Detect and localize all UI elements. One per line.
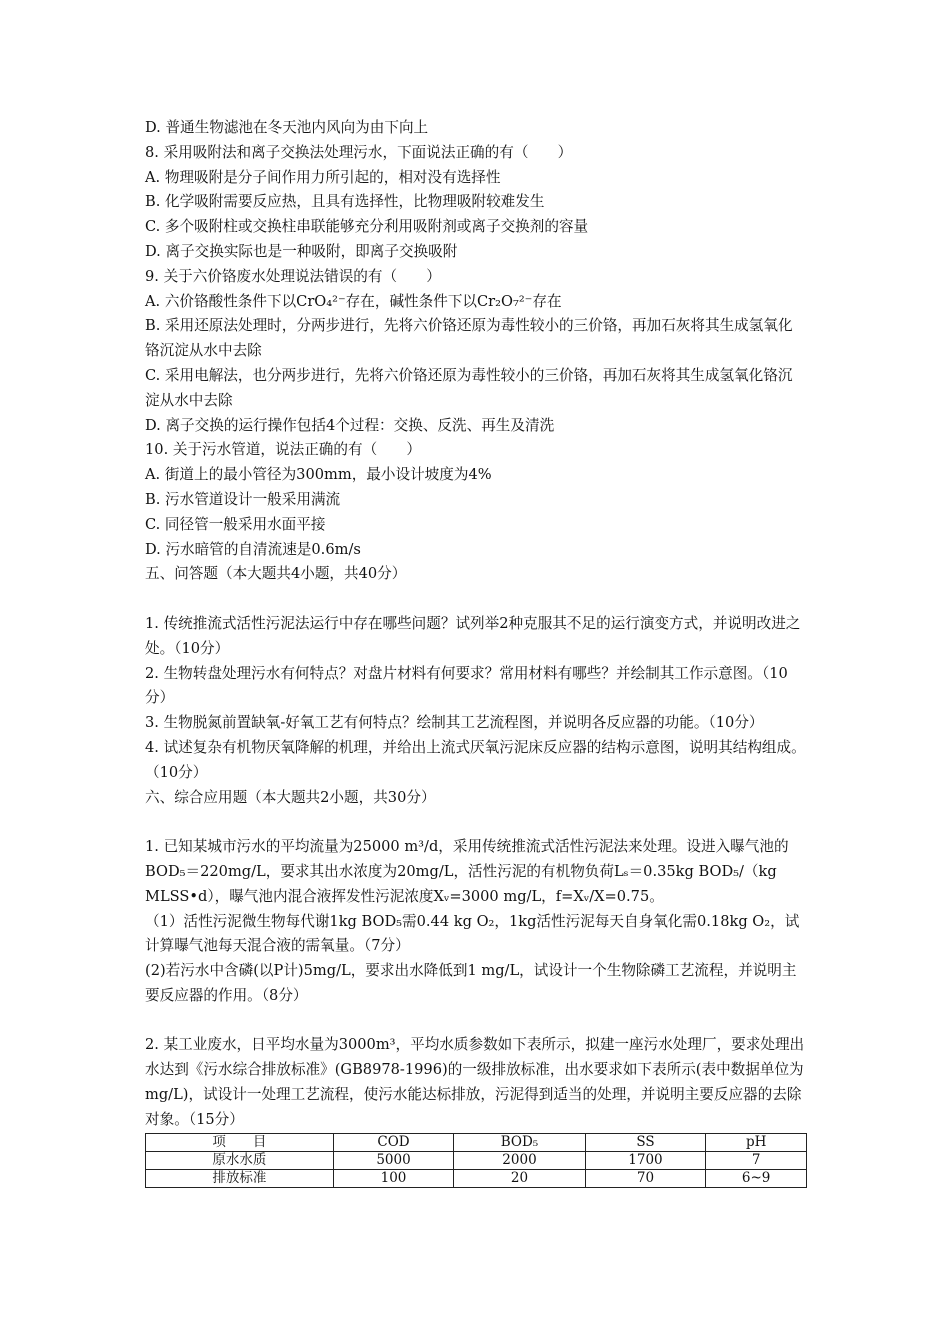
- table-cell: 100: [333, 1169, 454, 1187]
- application-question-2: 2. 某工业废水，日平均水量为3000m³，平均水质参数如下表所示，拟建一座污水处理厂，要求处理出水达到《污水综合排放标准》(GB8978-1996)的一级排放标准，出水要求如下表所示(表中数据单位为mg/L)，试设计一处理工艺流程，使污水能达标排放，污泥得到适当的处理，并说明主要反应器的去除对象。（15分）: [145, 1036, 805, 1128]
- table-header: COD: [333, 1133, 454, 1151]
- option-line: D. 离子交换实际也是一种吸附，即离子交换吸附: [145, 242, 458, 260]
- table-header-row: [146, 1133, 807, 1151]
- option-line: A. 街道上的最小管径为300mm，最小设计坡度为4%: [145, 466, 492, 484]
- option-line: B. 化学吸附需要反应热，且具有选择性，比物理吸附较难发生: [145, 193, 545, 211]
- table-header: pH: [706, 1133, 807, 1151]
- option-line: D. 污水暗管的自清流速是0.6m/s: [145, 540, 361, 558]
- question-9: 9. 关于六价铬废水处理说法错误的有（ ）: [145, 267, 441, 285]
- qa-question: 3. 生物脱氮前置缺氧-好氧工艺有何特点？绘制其工艺流程图，并说明各反应器的功能。（10分）: [145, 714, 764, 732]
- qa-question: 2. 生物转盘处理污水有何特点？对盘片材料有何要求？常用材料有哪些？并绘制其工作示意图。（10分）: [145, 664, 788, 707]
- option-line: A. 六价铬酸性条件下以CrO₄²⁻存在，碱性条件下以Cr₂O₇²⁻存在: [145, 292, 562, 310]
- table-row: [146, 1169, 807, 1187]
- table-cell: 70: [585, 1169, 706, 1187]
- option-line: D. 离子交换的运行操作包括4个过程：交换、反洗、再生及清洗: [145, 416, 555, 434]
- application-question-1: 1. 已知某城市污水的平均流量为25000 m³/d，采用传统推流式活性污泥法来处理。设进入曝气池的BOD₅＝220mg/L，要求其出水浓度为20mg/L，活性污泥的有机物负荷Lₛ＝0.35kg BOD₅/（kg MLSS•d），曝气池内混合液挥发性污泥浓度Xᵥ=3000 mg/L，f=Xᵥ/X=0.75。: [145, 838, 789, 905]
- section-heading: 五、问答题（本大题共4小题，共40分）: [145, 565, 407, 583]
- table-header: 项 目: [146, 1133, 334, 1151]
- table-cell: 7: [706, 1151, 807, 1169]
- table-cell: 5000: [333, 1151, 454, 1169]
- option-line: B. 采用还原法处理时，分两步进行，先将六价铬还原为毒性较小的三价铬，再加石灰将其生成氢氧化铬沉淀从水中去除: [145, 317, 793, 360]
- water-quality-table: [145, 1133, 807, 1188]
- option-line: B. 污水管道设计一般采用满流: [145, 490, 341, 508]
- option-line: C. 同径管一般采用水面平接: [145, 515, 326, 533]
- application-subquestion: （1）活性污泥微生物每代谢1kg BOD₅需0.44 kg O₂，1kg活性污泥每天自身氧化需0.18kg O₂，试计算曝气池每天混合液的需氧量。（7分）: [145, 912, 800, 955]
- table-cell: 1700: [585, 1151, 706, 1169]
- option-line: A. 物理吸附是分子间作用力所引起的，相对没有选择性: [145, 168, 501, 186]
- table-cell: 原水水质: [146, 1151, 334, 1169]
- question-8: 8. 采用吸附法和离子交换法处理污水，下面说法正确的有（ ）: [145, 143, 573, 161]
- application-subquestion: (2)若污水中含磷(以P计)5mg/L，要求出水降低到1 mg/L，试设计一个生物除磷工艺流程，并说明主要反应器的作用。（8分）: [145, 962, 797, 1004]
- table-cell: 6~9: [706, 1169, 807, 1187]
- table-header: BOD₅: [454, 1133, 585, 1151]
- question-10: 10. 关于污水管道，说法正确的有（ ）: [145, 441, 421, 459]
- option-line: C. 采用电解法，也分两步进行，先将六价铬还原为毒性较小的三价铬，再加石灰将其生成氢氧化铬沉淀从水中去除: [145, 366, 793, 409]
- text-line: D. 普通生物滤池在冬天池内风向为由下向上: [145, 119, 429, 136]
- qa-question: 1. 传统推流式活性污泥法运行中存在哪些问题？试列举2种克服其不足的运行演变方式，并说明改进之处。（10分）: [145, 614, 801, 657]
- table-cell: 2000: [454, 1151, 585, 1169]
- table-cell: 排放标准: [146, 1169, 334, 1187]
- table-header: SS: [585, 1133, 706, 1151]
- table-row: [146, 1151, 807, 1169]
- option-line: C. 多个吸附柱或交换柱串联能够充分利用吸附剂或离子交换剂的容量: [145, 218, 589, 236]
- qa-question: 4. 试述复杂有机物厌氧降解的机理，并给出上流式厌氧污泥床反应器的结构示意图，说明其结构组成。（10分）: [145, 738, 806, 781]
- section-heading: 六、综合应用题（本大题共2小题，共30分）: [145, 788, 436, 806]
- page-content: [145, 116, 807, 1188]
- table-cell: 20: [454, 1169, 585, 1187]
